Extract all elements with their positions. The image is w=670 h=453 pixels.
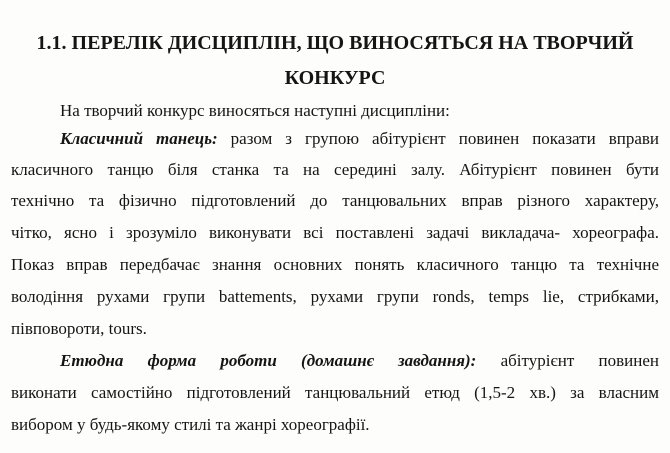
classical-dance-line-7: півповороти, tours. [11, 319, 147, 338]
classical-dance-line-6: володіння рухами групи battements, рухами групи ronds, temps lie, стрибками, [11, 287, 659, 306]
classical-dance-line-5: Показ вправ передбачає знання основних понять класичного танцю та технічне [11, 255, 659, 274]
classical-dance-text: разом з групою абітурієнт повинен показати вправи [217, 129, 659, 148]
classical-dance-line-3: технічно та фізично підготовлений до танцювальних вправ різного характеру, [11, 191, 659, 210]
classical-dance-line-4: чітко, ясно і зрозуміло виконувати всі поставлені задачі викладача- хореографа. [11, 223, 659, 242]
classical-dance-line-2: класичного танцю біля станка та на середині залу. Абітурієнт повинен бути [11, 160, 659, 179]
etude-line-2: виконати самостійно підготовлений танцювальний етюд (1,5-2 хв.) за власним [11, 383, 659, 402]
section-title-line-2: КОНКУРС [284, 67, 386, 89]
classical-dance-term: Класичний танець: [60, 129, 218, 148]
etude-term: Етюдна форма роботи (домашнє завдання): [60, 351, 477, 370]
etude-text: абітурієнт повинен [476, 351, 659, 370]
etude-line-3: вибором у будь-якому стилі та жанрі хореографії. [11, 415, 370, 434]
intro-paragraph: На творчий конкурс виносяться наступні дисципліни: [60, 101, 450, 120]
classical-dance-line-1 [11, 128, 659, 150]
section-title-line-1: 1.1. ПЕРЕЛІК ДИСЦИПЛІН, ЩО ВИНОСЯТЬСЯ НА ТВОРЧИЙ [36, 32, 634, 54]
etude-line-1 [11, 350, 659, 372]
